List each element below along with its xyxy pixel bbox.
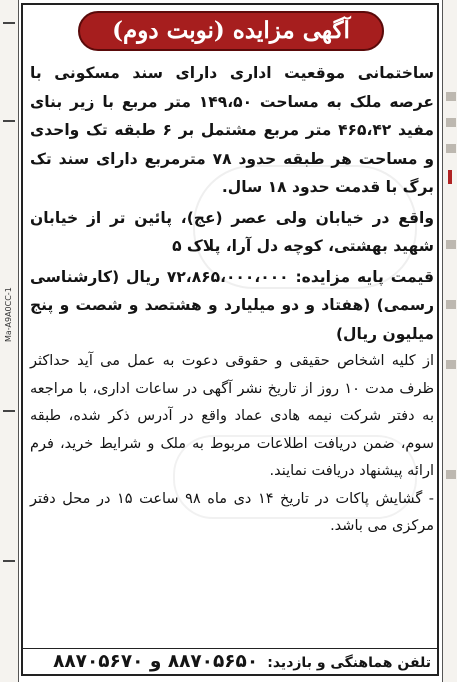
- base-price: قیمت پایه مزایده: ۷۲،۸۶۵،۰۰۰،۰۰۰ ریال (کارشناسی رسمی) (هفتاد و دو میلیارد و هشتصد و شصت و پنج میلیون ریال): [30, 267, 435, 343]
- text-fragment: [446, 470, 456, 479]
- column-rule: [3, 120, 15, 122]
- adjacent-column-right: [442, 0, 457, 682]
- text-fragment: [446, 118, 456, 127]
- text-fragment: [446, 360, 456, 369]
- opening-date-text: - گشایش پاکات در تاریخ ۱۴ دی ماه ۹۸ ساعت ۱۵ در محل دفتر مرکزی می باشد.: [30, 490, 434, 534]
- text-fragment: [446, 240, 456, 249]
- text-fragment: [446, 144, 456, 153]
- text-fragment: [446, 300, 456, 309]
- text-fragment: [446, 92, 456, 101]
- adjacent-column-left: [0, 0, 19, 682]
- auction-ad: [21, 3, 439, 676]
- column-rule: [3, 22, 15, 24]
- phone-numbers: ۸۸۷۰۵۶۵۰ و ۸۸۷۰۵۶۷۰: [53, 651, 259, 672]
- column-rule: [3, 410, 15, 412]
- column-rule: [3, 560, 15, 562]
- invitation-text: از کلیه اشخاص حقیقی و حقوقی دعوت به عمل می آید حداکثر ظرف مدت ۱۰ روز از تاریخ نشر آگهی در ساعات اداری، با مراجعه به دفتر شرکت نیمه هادی عماد واقع در آدرس ذکر شده، طبقه سوم، ضمن دریافت اطلاعات مربوط به ملک و شرایط خرید، فرم ارائه پیشنهاد دریافت نمایند.: [30, 353, 434, 479]
- ad-body: [30, 59, 434, 541]
- property-description: ساختمانی موقعیت اداری دارای سند مسکونی با عرصه ملک به مساحت ۱۴۹،۵۰ متر مربع با زیر بنای مفید ۴۶۵،۴۲ متر مربع مشتمل بر ۶ طبقه تک واحدی و مساحت هر طبقه حدود ۷۸ مترمربع دارای سند تک برگ با قدمت حدود ۱۸ سال.: [30, 64, 434, 196]
- side-code: Ma-A9A0CC-1: [4, 287, 13, 343]
- ad-title-banner: آگهی مزایده (نوبت دوم): [78, 11, 384, 51]
- phone-label: تلفن هماهنگی و بازدید:: [267, 655, 431, 671]
- contact-bar: [23, 648, 437, 674]
- red-mark: [448, 170, 452, 184]
- property-address: واقع در خیابان ولی عصر (عج)، پائین تر از خیابان شهید بهشتی، کوچه دل آرا، پلاک ۵: [30, 208, 434, 255]
